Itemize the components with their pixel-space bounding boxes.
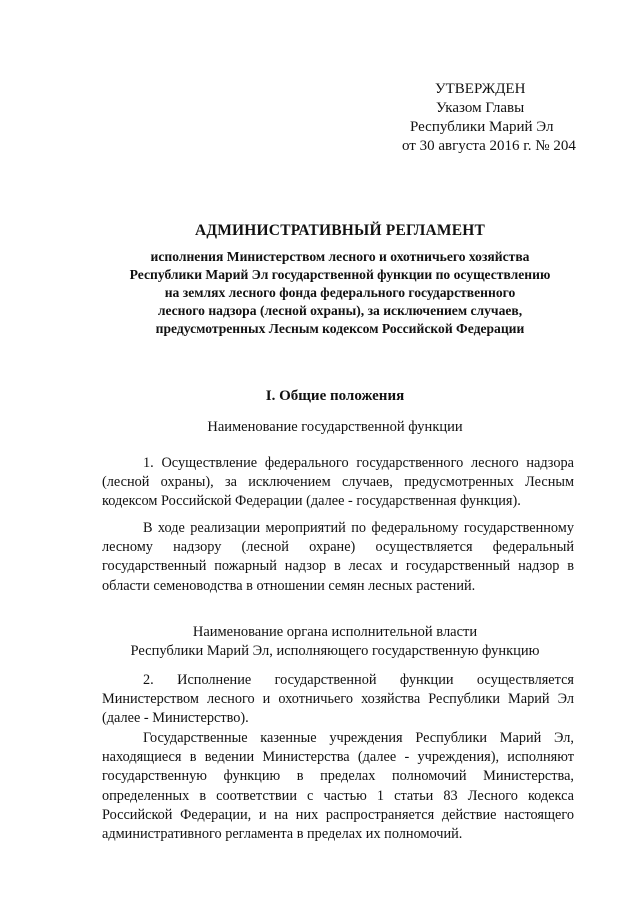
- document-subtitle: [100, 248, 580, 338]
- paragraph: Государственные казенные учреждения Республики Марий Эл, находящиеся в ведении Министерства (далее - учреждения), исполняют государственную функцию в пределах полномочий Министерства, определенных в соответствии с частью 1 статьи 83 Лесного кодекса Российской Федерации, и на них распространяется действие настоящего административного регламента в пределах их полномочий.: [102, 730, 574, 843]
- subtitle-line: на землях лесного фонда федерального государственного: [164, 285, 516, 300]
- paragraph: 2. Исполнение государственной функции осуществляется Министерством лесного и охотничьего хозяйства Республики Марий Эл (далее - Министерство).: [102, 672, 574, 727]
- subtitle-line: лесного надзора (лесной охраны), за исключением случаев,: [157, 303, 523, 318]
- approval-line-date: от 30 августа 2016 г. № 204: [402, 138, 576, 154]
- subtitle-line: исполнения Министерством лесного и охотничьего хозяйства: [150, 249, 530, 264]
- document-title: АДМИНИСТРАТИВНЫЙ РЕГЛАМЕНТ: [194, 222, 486, 239]
- heading-line: Республики Марий Эл, исполняющего государственную функцию: [130, 643, 540, 659]
- heading-line: Наименование государственной функции: [207, 419, 463, 435]
- heading-line: Наименование органа исполнительной власти: [192, 624, 478, 640]
- paragraph: В ходе реализации мероприятий по федеральному государственному лесному надзору (лесной охране) осуществляется федеральный государственный пожарный надзор в лесах и государственный надзор в области семеноводства в отношении семян лесных растений.: [102, 520, 574, 594]
- subsection-heading: [0, 623, 640, 661]
- approval-line-republic: Республики Марий Эл: [410, 119, 554, 135]
- approval-line-approved: УТВЕРЖДЕН: [435, 81, 526, 97]
- approval-stamp: [402, 80, 576, 156]
- approval-line-decree: Указом Главы: [436, 100, 525, 116]
- subtitle-line: предусмотренных Лесным кодексом Российской Федерации: [155, 321, 525, 336]
- section-title: I. Общие положения: [265, 388, 405, 404]
- subsection-heading: [0, 418, 640, 437]
- subtitle-line: Республики Марий Эл государственной функции по осуществлению: [129, 267, 551, 282]
- paragraph: 1. Осуществление федерального государственного лесного надзора (лесной охраны), за исключением случаев, предусмотренных Лесным кодексом Российской Федерации (далее - государственная функция).: [102, 455, 574, 510]
